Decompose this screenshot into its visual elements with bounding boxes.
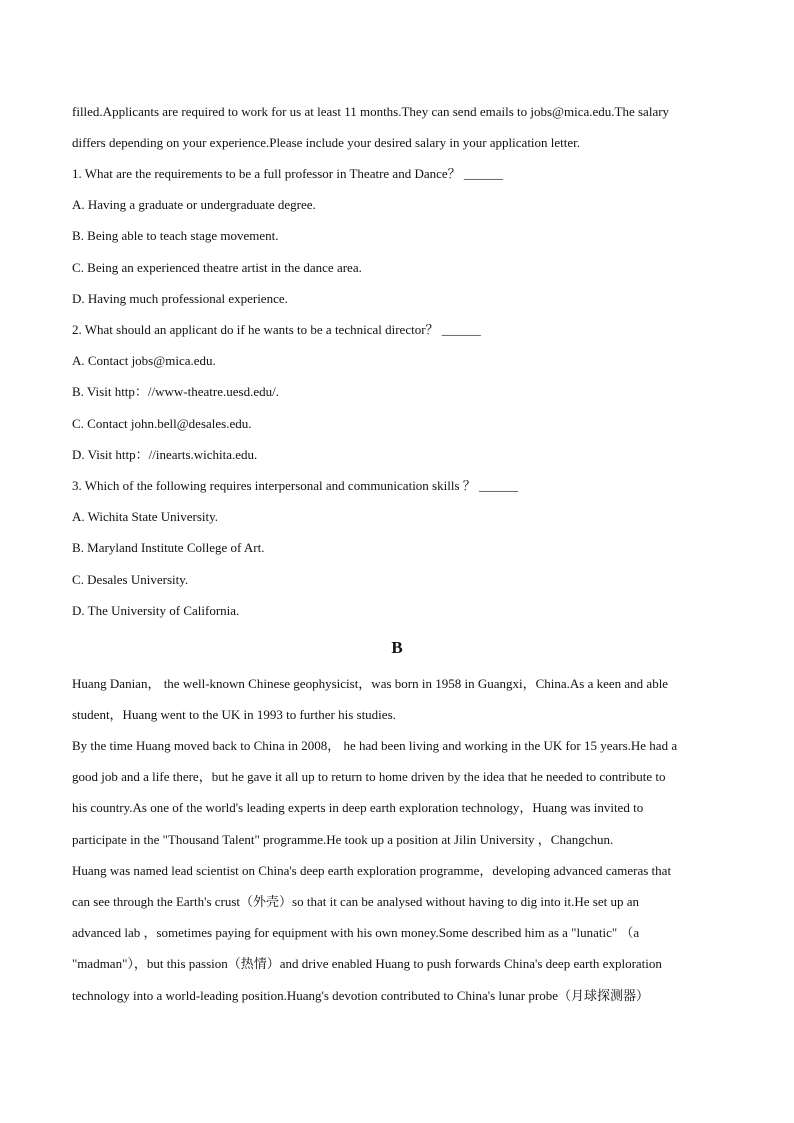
answer-option: A. Contact jobs@mica.edu.	[72, 353, 216, 368]
passage-b-line: participate in the "Thousand Talent" programme.He took up a position at Jilin University ，Changchun.	[72, 832, 614, 847]
passage-b-line: Huang was named lead scientist on China's deep earth exploration programme，developing advanced cameras that	[72, 863, 672, 878]
passage-b-line: student，Huang went to the UK in 1993 to further his studies.	[72, 707, 396, 722]
passage-a-line: differs depending on your experience.Please include your desired salary in your application letter.	[72, 135, 581, 150]
passage-b-line: technology into a world-leading position.Huang's devotion contributed to China's lunar probe（月球探测器）	[72, 988, 649, 1003]
answer-option: D. Having much professional experience.	[72, 291, 288, 306]
passage-b-line: Huang Danian， the well-known Chinese geophysicist，was born in 1958 in Guangxi，China.As a keen and able	[72, 676, 669, 691]
passage-b-line: By the time Huang moved back to China in 2008， he had been living and working in the UK for 15 years.He had a	[72, 738, 678, 753]
section-b-heading: B	[391, 638, 403, 657]
passage-b-line: can see through the Earth's crust（外壳）so that it can be analysed without having to dig into it.He set up an	[72, 894, 639, 909]
answer-option: A. Having a graduate or undergraduate degree.	[72, 197, 316, 212]
answer-option: D. Visit http：//inearts.wichita.edu.	[72, 447, 258, 462]
answer-option: C. Being an experienced theatre artist in the dance area.	[72, 260, 362, 275]
answer-option: A. Wichita State University.	[72, 509, 219, 524]
answer-option: B. Maryland Institute College of Art.	[72, 540, 265, 555]
passage-a-line: filled.Applicants are required to work for us at least 11 months.They can send emails to jobs@mica.edu.The salary	[72, 104, 670, 119]
passage-b-line: "madman"），but this passion（热情）and drive enabled Huang to push forwards China's deep earth exploration	[72, 956, 662, 971]
passage-b-line: good job and a life there，but he gave it all up to return to home driven by the idea that he needed to contribute to	[72, 769, 666, 784]
question-stem: 3. Which of the following requires interpersonal and communication skills ？ ______	[72, 478, 519, 493]
passage-b-line: his country.As one of the world's leading experts in deep earth exploration technology，Huang was invited to	[72, 800, 644, 815]
question-stem: 2. What should an applicant do if he wants to be a technical director？ ______	[72, 322, 481, 337]
answer-option: B. Visit http：//www-theatre.uesd.edu/.	[72, 384, 279, 399]
answer-option: D. The University of California.	[72, 603, 240, 618]
answer-option: C. Contact john.bell@desales.edu.	[72, 416, 252, 431]
answer-option: B. Being able to teach stage movement.	[72, 228, 279, 243]
passage-b-line: advanced lab ，sometimes paying for equipment with his own money.Some described him as a "lunatic" （a	[72, 925, 640, 940]
answer-option: C. Desales University.	[72, 572, 189, 587]
question-stem: 1. What are the requirements to be a full professor in Theatre and Dance？ ______	[72, 166, 503, 181]
